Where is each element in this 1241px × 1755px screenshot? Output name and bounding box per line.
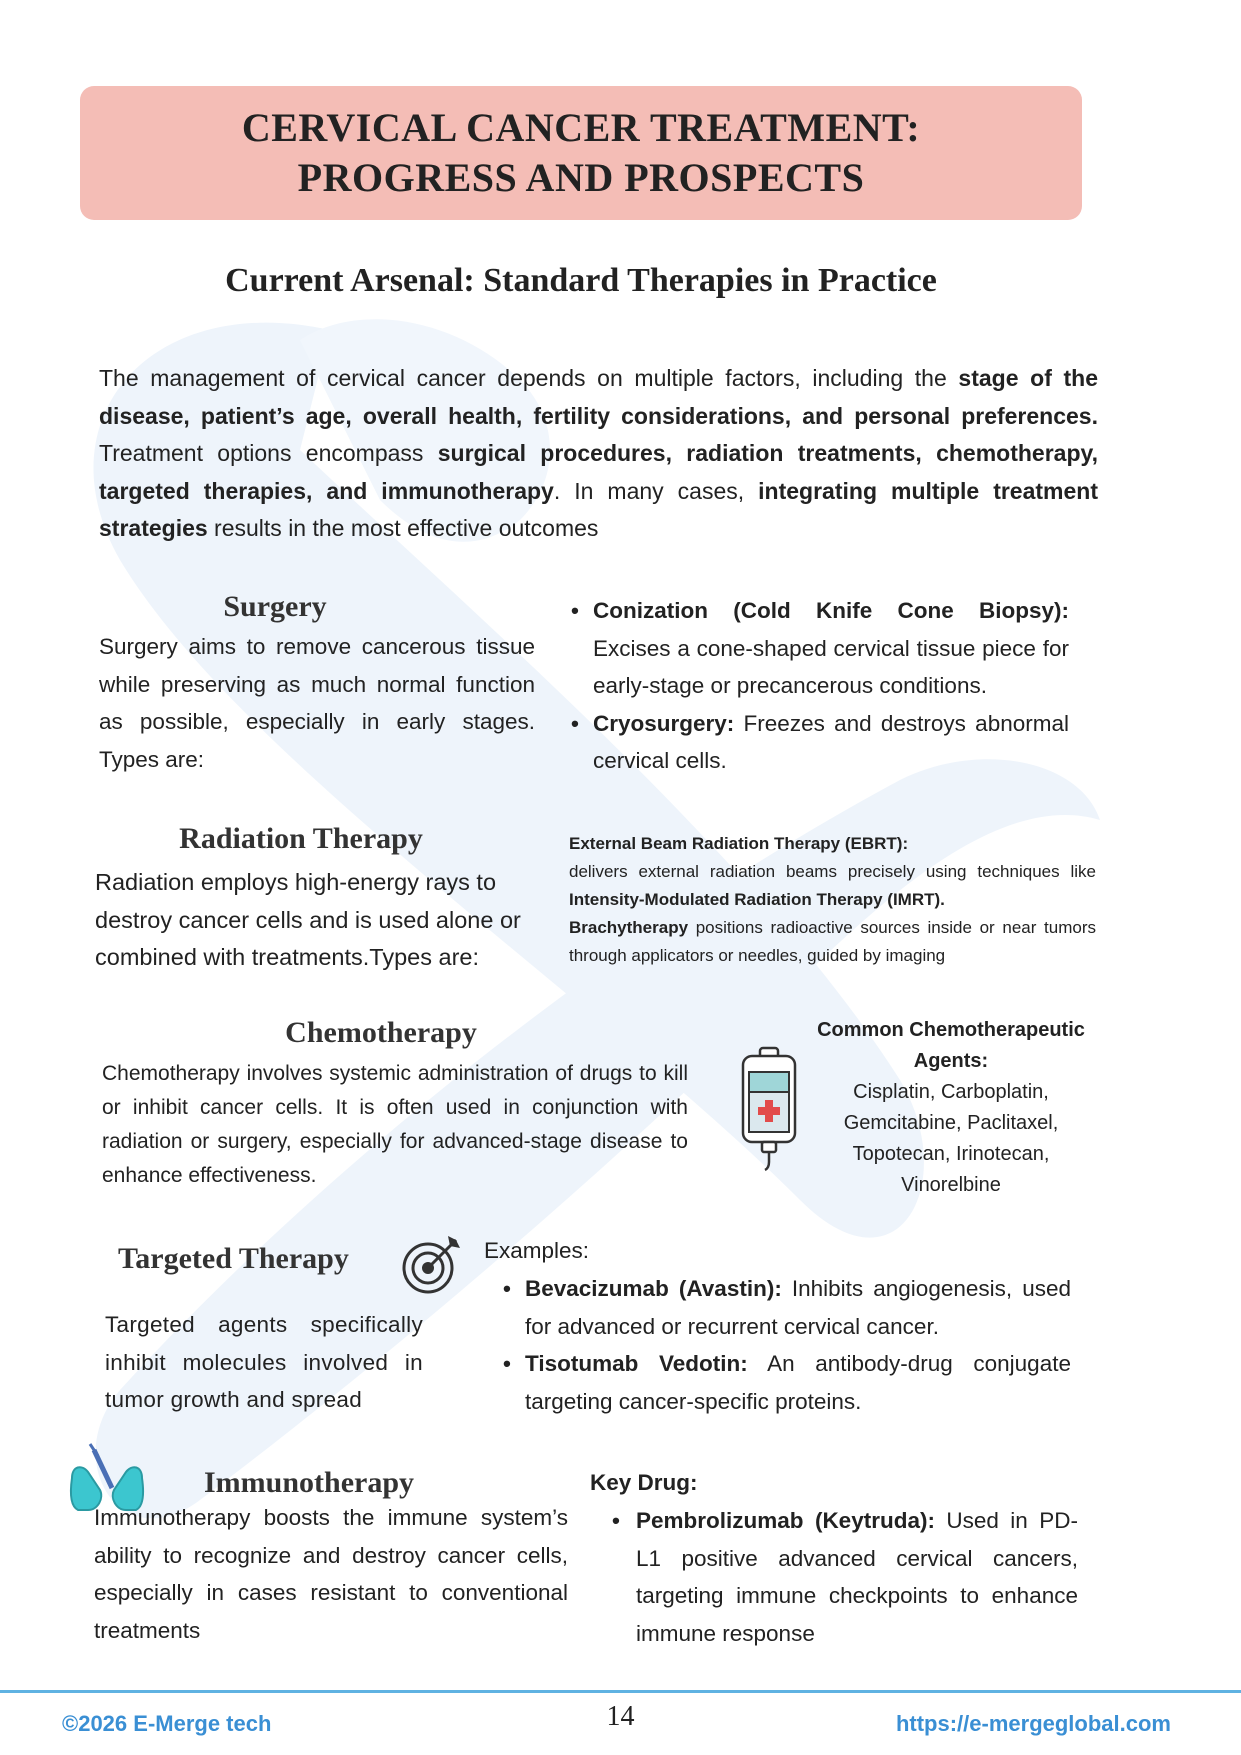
radiation-types <box>569 830 1096 970</box>
intro-text: Treatment options encompass <box>99 440 438 466</box>
iv-bag-icon <box>738 1046 800 1174</box>
agents-line: Vinorelbine <box>901 1174 1001 1196</box>
page-number: 14 <box>606 1701 635 1732</box>
title-banner <box>80 86 1082 220</box>
list-item: • Pembrolizumab (Keytruda): Used in PD-L1 positive advanced cervical cancers, targeting immune checkpoints to enhance immune response <box>612 1502 1078 1652</box>
list-item: • Tisotumab Vedotin: An antibody-drug conjugate targeting cancer-specific proteins. <box>503 1345 1071 1420</box>
targeted-title: Targeted Therapy <box>118 1242 349 1275</box>
chemo-text: Chemotherapy involves systemic administration of drugs to kill or inhibit cancer cells. It is often used in conjunction with radiation or surgery, especially for advanced-stage disease to enhance effectiveness. <box>102 1062 688 1187</box>
list-item: • Cryosurgery: Freezes and destroys abnormal cervical cells. <box>571 705 1069 780</box>
radiation-text: Radiation employs high-energy rays to destroy cancer cells and is used alone or combined with treatments.Types are: <box>95 869 521 970</box>
chemo-agents <box>808 1015 1094 1201</box>
targeted-text: Targeted agents specifically inhibit molecules involved in tumor growth and spread <box>105 1312 423 1412</box>
intro-bold: surgical procedures, radiation treatments, chemotherapy, targeted therapies, and immunotherapy <box>99 440 1098 504</box>
immuno-title: Immunotherapy <box>204 1466 415 1499</box>
examples-label: Examples: <box>484 1238 590 1263</box>
section-heading: Current Arsenal: Standard Therapies in Practice <box>225 262 937 299</box>
list-item: • Bevacizumab (Avastin): Inhibits angiogenesis, used for advanced or recurrent cervical cancer. <box>503 1270 1071 1345</box>
title-line-2: PROGRESS AND PROSPECTS <box>297 155 865 200</box>
surgery-text: Surgery aims to remove cancerous tissue while preserving as much normal function as possible, especially in early stages. Types are: <box>99 634 535 772</box>
intro-bold: integrating multiple treatment strategies <box>99 477 1098 541</box>
key-drug-label: Key Drug: <box>590 1470 698 1495</box>
surgery-types-list <box>571 592 1069 780</box>
intro-paragraph <box>99 360 1098 548</box>
footer-url-link[interactable]: https://e-mergeglobal.com <box>895 1711 1171 1736</box>
footer-copyright: ©2026 E-Merge tech <box>62 1711 272 1736</box>
agents-line: Gemcitabine, Paclitaxel, <box>843 1112 1059 1134</box>
radiation-title: Radiation Therapy <box>179 822 423 855</box>
chemo-title: Chemotherapy <box>285 1016 477 1049</box>
surgery-title: Surgery <box>223 590 327 623</box>
intro-text: The management of cervical cancer depends on multiple factors, including the <box>99 365 959 391</box>
brachy-term: Brachytherapy <box>569 918 689 937</box>
intro-text: . In many cases, <box>553 477 759 504</box>
footer-divider <box>0 1690 1241 1693</box>
intro-bold: stage of the disease, patient’s age, overall health, fertility considerations, and personal preferences. <box>99 365 1099 429</box>
immuno-drug-list <box>612 1502 1078 1652</box>
agents-line: Cisplatin, Carboplatin, <box>853 1081 1049 1103</box>
title-line-1: CERVICAL CANCER TREATMENT: <box>241 105 921 150</box>
imrt-label: Intensity-Modulated Radiation Therapy (IMRT). <box>569 890 945 909</box>
agents-line: Topotecan, Irinotecan, <box>852 1143 1050 1165</box>
target-icon <box>400 1232 464 1296</box>
ebrt-title: External Beam Radiation Therapy (EBRT): <box>569 834 909 853</box>
immuno-text: Immunotherapy boosts the immune system’s ability to recognize and destroy cancer cells, especially in cases resistant to conventional treatments <box>94 1505 568 1643</box>
agents-title: Common Chemotherapeutic Agents: <box>817 1019 1085 1072</box>
ebrt-text: delivers external radiation beams precisely using techniques like <box>569 862 1096 881</box>
brachy-text: positions radioactive sources inside or near tumors through applicators or needles, guided by imaging <box>569 918 1096 965</box>
list-item: • Conization (Cold Knife Cone Biopsy): Excises a cone-shaped cervical tissue piece for early-stage or precancerous conditions. <box>571 592 1069 705</box>
intro-text: results in the most effective outcomes <box>207 515 599 541</box>
targeted-examples-list <box>503 1270 1071 1420</box>
